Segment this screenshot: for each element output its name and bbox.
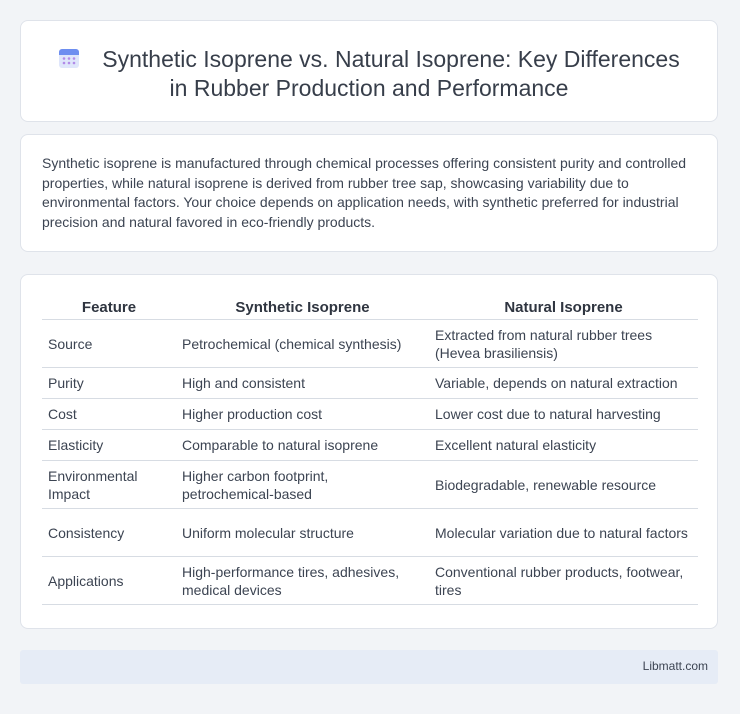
cell-natural: Conventional rubber products, footwear, tires [429,557,698,605]
cell-synthetic: High and consistent [176,368,429,399]
cell-natural: Lower cost due to natural harvesting [429,399,698,430]
table-header-row [42,295,698,320]
cell-feature: Source [42,320,176,368]
cell-synthetic: Higher production cost [176,399,429,430]
title-line-2: in Rubber Production and Performance [169,75,569,101]
cell-feature: Cost [42,399,176,430]
cell-synthetic: High-performance tires, adhesives, medical devices [176,557,429,605]
page-title [21,45,717,103]
table-row [42,430,698,461]
intro-card [20,134,718,252]
intro-paragraph: Synthetic isoprene is manufactured through chemical processes offering consistent purity and controlled properties, while natural isoprene is derived from rubber tree sap, showcasing variability due to environmental factors. Your choice depends on application needs, with synthetic preferred for industrial precision and natural favored in eco-friendly products. [42,155,687,230]
cell-natural: Excellent natural elasticity [429,430,698,461]
header-synthetic: Synthetic Isoprene [176,295,429,320]
comparison-card [20,274,718,629]
table-row [42,320,698,368]
cell-natural: Extracted from natural rubber trees (Hevea brasiliensis) [429,320,698,368]
footer [20,650,718,684]
table-row [42,557,698,605]
title-card [20,20,718,122]
cell-synthetic: Higher carbon footprint, petrochemical-based [176,461,429,509]
table-row [42,399,698,430]
comparison-table [42,295,698,605]
cell-synthetic: Uniform molecular structure [176,509,429,557]
cell-feature: Applications [42,557,176,605]
table-row [42,461,698,509]
table-row [42,509,698,557]
header-feature: Feature [42,295,176,320]
cell-feature: Environmental Impact [42,461,176,509]
table-row [42,368,698,399]
footer-brand-link[interactable]: Libmatt.com [642,659,708,673]
cell-feature: Consistency [42,509,176,557]
cell-synthetic: Petrochemical (chemical synthesis) [176,320,429,368]
title-line-1: Synthetic Isoprene vs. Natural Isoprene: Key Differences [102,46,680,72]
cell-synthetic: Comparable to natural isoprene [176,430,429,461]
cell-natural: Variable, depends on natural extraction [429,368,698,399]
cell-natural: Molecular variation due to natural factors [429,509,698,557]
cell-feature: Purity [42,368,176,399]
cell-natural: Biodegradable, renewable resource [429,461,698,509]
calendar-icon [58,47,80,69]
cell-feature: Elasticity [42,430,176,461]
header-natural: Natural Isoprene [429,295,698,320]
